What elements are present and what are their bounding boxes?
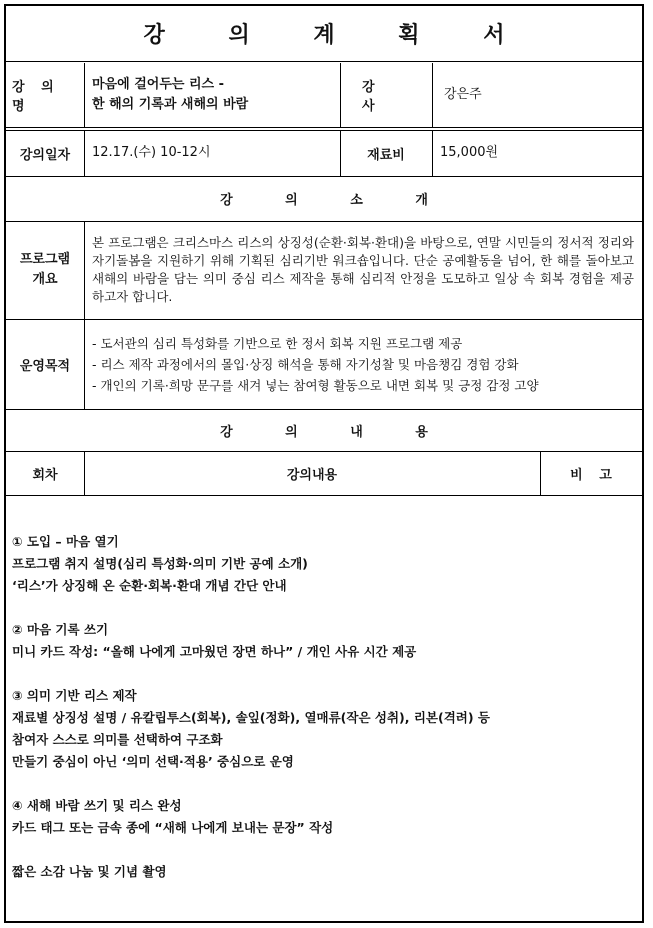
- lecture-name-label: 강 의 명: [12, 80, 60, 114]
- instructor-label: 강 사: [362, 80, 397, 114]
- content-block-5: [12, 861, 490, 883]
- content-block-3: [12, 685, 490, 773]
- purpose-list: [84, 319, 642, 409]
- purpose-item: - 도서관의 심리 특성화를 기반으로 한 정서 회복 지원 프로그램 제공: [92, 335, 463, 351]
- purpose-label: 운영목적: [19, 358, 71, 374]
- content-line: 프로그램 취지 설명(심리 특성화·의미 기반 공예 소개): [12, 556, 308, 571]
- content-block-4: [12, 795, 490, 839]
- content-line: 참여자 스스로 의미를 선택하여 구조화: [12, 732, 223, 747]
- purpose-item: - 개인의 기록·희망 문구를 새겨 넣는 참여형 활동으로 내면 회복 및 긍정 감정 고양: [92, 377, 539, 393]
- content-line: ④ 새해 바람 쓰기 및 리스 완성: [12, 798, 182, 813]
- content-list: [12, 531, 490, 905]
- fee-value: 15,000원: [440, 145, 499, 160]
- document-title: 강 의 계 획 서: [143, 23, 533, 48]
- content-line: 카드 태그 또는 금속 종에 “새해 나에게 보내는 문장” 작성: [12, 820, 334, 835]
- column-session: 회차: [32, 467, 58, 483]
- content-line: ③ 의미 기반 리스 제작: [12, 688, 137, 703]
- lecture-plan-document: [4, 4, 644, 923]
- overview-label: [6, 221, 84, 319]
- lecture-name-line2: 한 해의 기록과 새해의 바람: [92, 97, 249, 112]
- date-label: 강의일자: [19, 147, 71, 163]
- content-line: ‘리스’가 상징해 온 순환·회복·환대 개념 간단 안내: [12, 578, 287, 593]
- intro-section-header: 강 의 소 개: [220, 193, 452, 208]
- date-value: 12.17.(수) 10-12시: [92, 145, 211, 160]
- content-section-header: 강 의 내 용: [220, 424, 452, 440]
- content-line: 재료별 상징성 설명 / 유칼립투스(회복), 솔잎(정화), 열매류(작은 성취), 리본(격려) 등: [12, 710, 491, 725]
- content-block-2: [12, 619, 490, 663]
- fee-label: 재료비: [367, 147, 405, 163]
- overview-label-line1: 프로그램: [19, 252, 71, 267]
- content-line: ② 마음 기록 쓰기: [12, 622, 109, 637]
- overview-label-line2: 개요: [32, 272, 58, 287]
- content-line: ① 도입 – 마음 열기: [12, 534, 119, 549]
- column-note: 비 고: [570, 467, 618, 483]
- purpose-item: - 리스 제작 과정에서의 몰입·상징 해석을 통해 자기성찰 및 마음챙김 경험 강화: [92, 356, 519, 372]
- content-line: 만들기 중심이 아닌 ‘의미 선택·적용’ 중심으로 운영: [12, 754, 294, 769]
- column-content: 강의내용: [286, 467, 338, 483]
- lecture-name-value: [84, 63, 340, 127]
- overview-text: 본 프로그램은 크리스마스 리스의 상징성(순환·회복·환대)을 바탕으로, 연말 시민들의 정서적 정리와 자기돌봄을 지원하기 위해 기획된 심리기반 워크숍입니다. 단순 공예활동을 넘어, 한 해를 돌아보고 새해의 바람을 담는 의미 중심 리스 제작을 통해 심리적 안정을 도모하고 일상 속 회복 경험을 제공하고자 합니다.: [92, 235, 634, 304]
- lecture-name-line1: 마음에 걸어두는 리스 -: [92, 77, 224, 92]
- content-line: 미니 카드 작성: “올해 나에게 고마웠던 장면 하나” / 개인 사유 시간 제공: [12, 644, 417, 659]
- content-body: [6, 495, 642, 921]
- content-block-1: [12, 531, 490, 597]
- content-line: 짧은 소감 나눔 및 기념 촬영: [12, 864, 167, 879]
- instructor-value: 강은주: [444, 87, 482, 102]
